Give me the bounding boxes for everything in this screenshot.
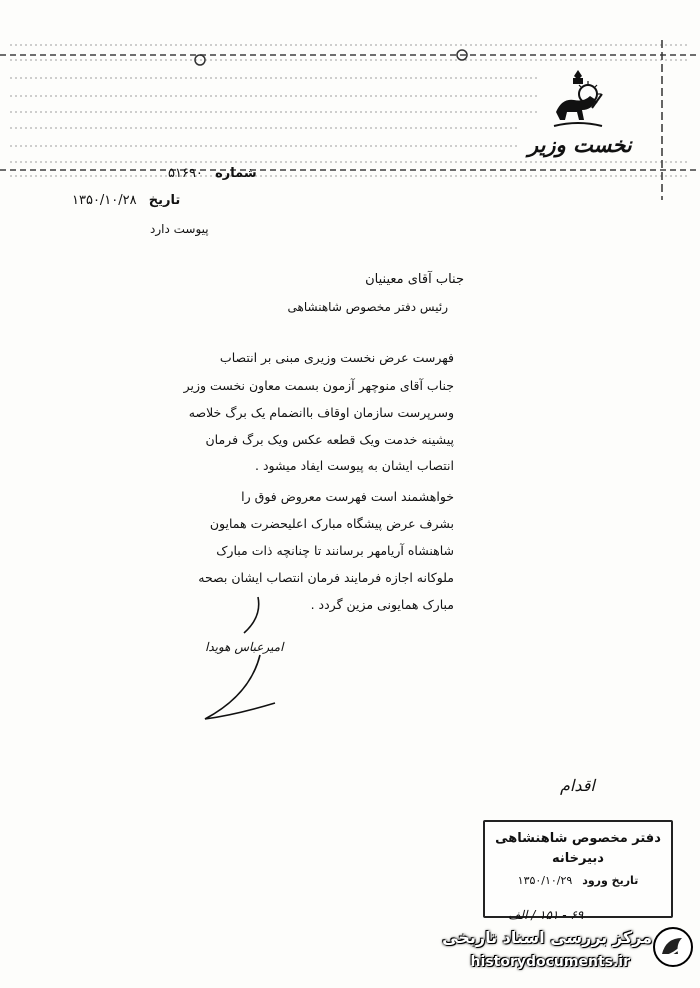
handwritten-action-note: اقدام [560, 776, 595, 795]
body-line: جناب آقای منوچهر آزمون بسمت معاون نخست وزیر [183, 378, 454, 393]
watermark [418, 920, 700, 988]
stamp-office: دفتر مخصوص شاهنشاهی [495, 831, 661, 846]
body-line: وسرپرست سازمان اوقاف باانضمام یک برگ خلاصه [188, 405, 454, 420]
addressee-title: رئیس دفتر مخصوص شاهنشاهی [287, 300, 448, 314]
body-line: انتصاب ایشان به پیوست ایفاد میشود . [255, 458, 454, 473]
stamp-department: دبیرخانه [552, 851, 604, 866]
stamp-date [485, 874, 671, 887]
reference-number: ۶۹ - ۱۵۱ / الف [508, 908, 584, 922]
signature-name: امیرعباس هویدا [205, 640, 284, 654]
archive-logo-icon [652, 926, 694, 968]
body-line: فهرست عرض نخست وزیری مبنی بر انتصاب [219, 350, 454, 365]
letter-date [72, 193, 180, 208]
body-line: ملوکانه اجازه فرمایند فرمان انتصاب ایشان بصحه [198, 570, 454, 585]
watermark-name: مرکز بررسی اسناد تاریخی [442, 928, 652, 947]
attachment-note: پیوست دارد [150, 222, 209, 236]
letter-date-value: ۱۳۵۰/۱۰/۲۸ [72, 193, 137, 208]
letter-number-value: ۵۱۶۹۰ [168, 166, 203, 181]
body-line: پیشینه خدمت ویک قطعه عکس ویک برگ فرمان [205, 432, 454, 447]
receipt-stamp [483, 820, 673, 918]
watermark-url: historydocuments.ir [470, 954, 630, 970]
body-line: مبارک همایونی مزین گردد . [310, 597, 454, 612]
stamp-date-label: تاریخ ورود [582, 874, 639, 887]
letter-date-label: تاریخ [148, 193, 181, 208]
lion-and-sun-emblem [548, 68, 608, 130]
stamp-date-value: ۱۳۵۰/۱۰/۲۹ [517, 874, 573, 887]
body-line: خواهشمند است فهرست معروض فوق را [241, 489, 454, 504]
body-line: شاهنشاه آریامهر برسانند تا چنانچه ذات مبارک [216, 543, 454, 558]
letter-number [168, 166, 257, 181]
ministry-title: نخست وزیر [528, 132, 632, 157]
addressee-name: جناب آقای معینیان [365, 272, 464, 287]
signature-stroke [200, 595, 300, 725]
body-line: بشرف عرض پیشگاه مبارک اعلیحضرت همایون [209, 516, 454, 531]
letter-number-label: شماره [215, 166, 257, 181]
